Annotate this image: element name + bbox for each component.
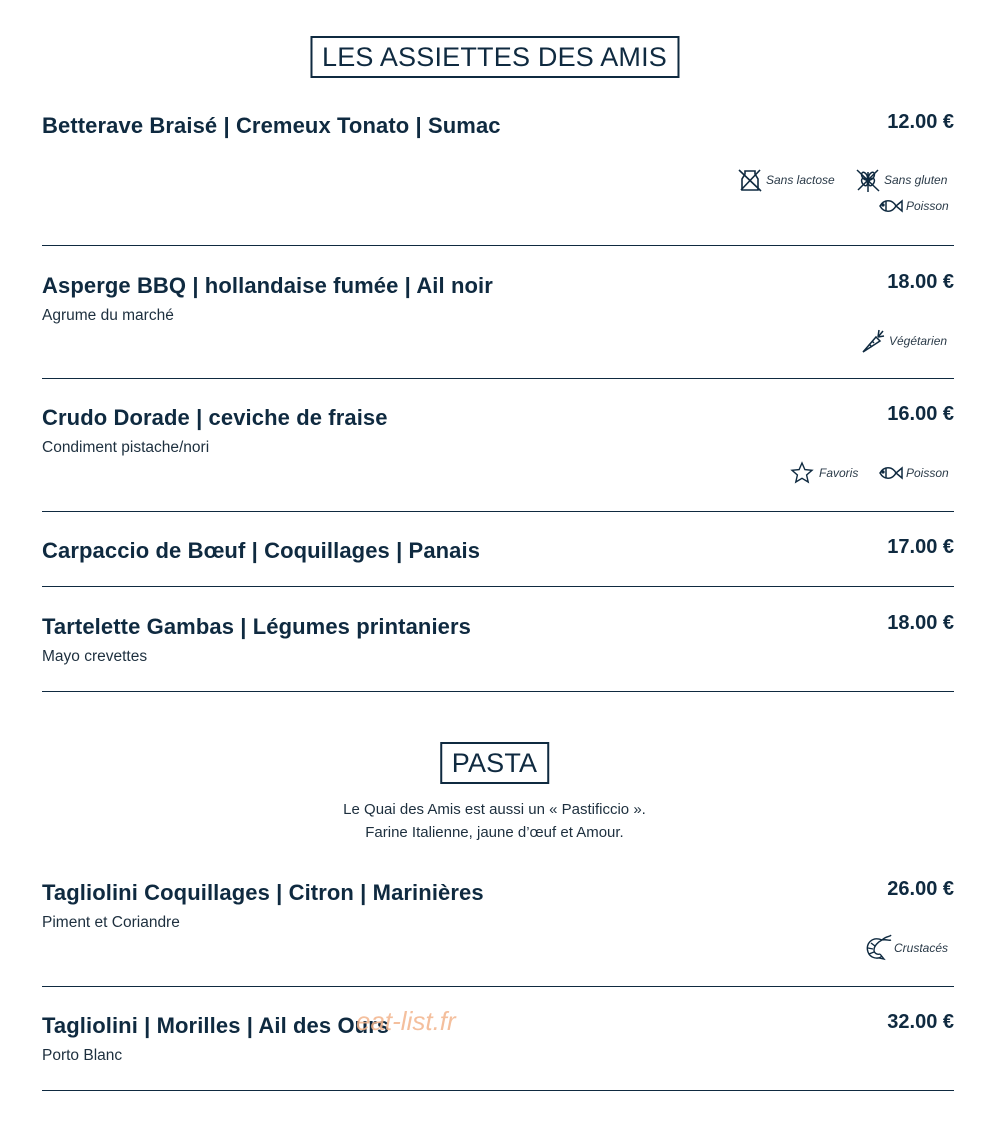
section-title-pasta: PASTA [440,742,550,784]
dish-price: 32.00 € [887,1011,954,1033]
divider [42,586,954,587]
menu-item-tartelette [42,614,954,674]
no-wheat-icon [854,166,882,194]
tag-sans-lactose [736,166,835,194]
dish-price: 18.00 € [887,271,954,293]
divider [42,245,954,246]
dish-name: Betterave Braisé | Cremeux Tonato | Sumac [42,113,501,138]
no-milk-icon [736,166,764,194]
dish-price: 17.00 € [887,536,954,558]
tag-poisson [878,198,949,214]
fish-icon [878,465,904,481]
tag-label: Sans gluten [884,173,948,187]
dish-description: Agrume du marché [42,307,174,324]
dish-price: 16.00 € [887,403,954,425]
tag-label: Poisson [906,199,949,213]
shrimp-icon [862,932,892,964]
menu-item-asperge [42,273,954,363]
dish-description: Piment et Coriandre [42,914,180,931]
tag-label: Poisson [906,466,949,480]
dish-price: 18.00 € [887,612,954,634]
divider [42,511,954,512]
dish-name: Carpaccio de Bœuf | Coquillages | Panais [42,538,481,563]
menu-item-carpaccio [42,538,954,578]
tag-vegetarien [859,327,947,355]
tag-label: Sans lactose [766,173,835,187]
menu-item-crudo [42,405,954,495]
dish-name: Tartelette Gambas | Légumes printaniers [42,614,472,639]
dish-name: Tagliolini | Morilles | Ail des Ours [42,1013,390,1038]
tag-label: Crustacés [894,941,949,955]
intro-line: Farine Italienne, jaune d’œuf et Amour. [365,824,624,841]
divider [42,691,954,692]
intro-line: Le Quai des Amis est aussi un « Pastificcio ». [343,801,646,818]
divider [42,1090,954,1091]
tag-poisson [878,465,949,481]
dish-description: Condiment pistache/nori [42,439,210,456]
star-icon [790,461,814,485]
dish-price: 12.00 € [887,111,954,133]
dish-description: Porto Blanc [42,1047,123,1064]
dish-description: Mayo crevettes [42,648,148,665]
fish-icon [878,198,904,214]
menu-item-tagliolini-morilles [42,1013,954,1073]
menu-item-tagliolini-coquillages [42,880,954,970]
divider [42,986,954,987]
dish-price: 26.00 € [887,878,954,900]
divider [42,378,954,379]
section-intro [0,798,989,844]
section-title-assiettes: LES ASSIETTES DES AMIS [310,36,679,78]
tag-favoris [790,461,858,485]
tag-label: Végétarien [889,334,948,348]
watermark: eat-list.fr [356,1006,456,1036]
tag-crustaces [862,932,948,964]
menu-item-betterave [42,113,954,223]
tag-label: Favoris [819,466,859,480]
dish-name: Tagliolini Coquillages | Citron | Marinières [42,880,484,905]
tag-sans-gluten [854,166,947,194]
carrot-icon [859,327,887,355]
dish-name: Crudo Dorade | ceviche de fraise [42,405,388,430]
dish-name: Asperge BBQ | hollandaise fumée | Ail noir [42,273,493,298]
